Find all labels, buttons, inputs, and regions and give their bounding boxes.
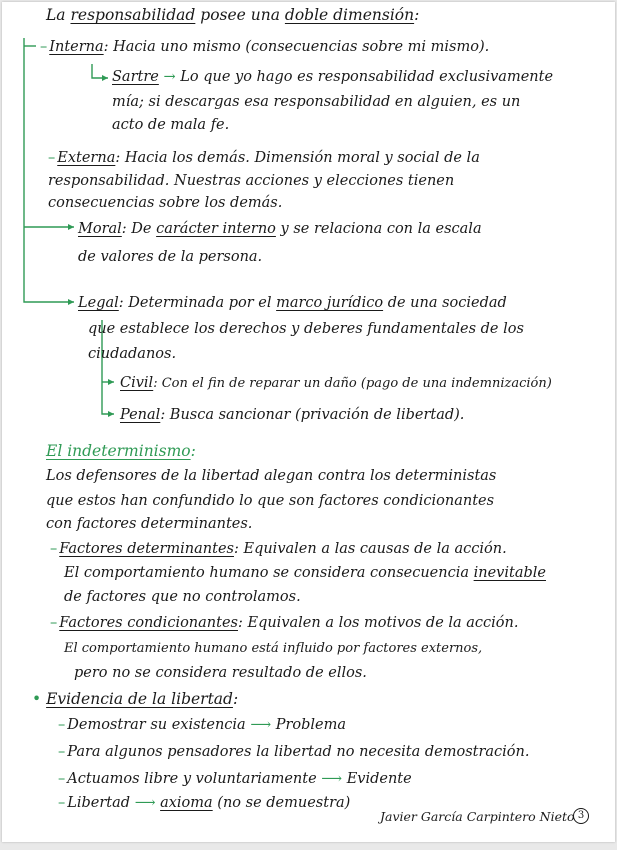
moral-line-2: de valores de la persona. xyxy=(78,249,263,265)
moral-text-b: y se relaciona con la escala xyxy=(280,221,482,237)
legal-line-3: ciudadanos. xyxy=(88,346,177,362)
indeterminismo-line-1: Los defensores de la libertad alegan contra los deterministas xyxy=(46,468,497,484)
sartre-line-1 xyxy=(112,68,553,86)
civil-line xyxy=(120,374,552,393)
indeterminismo-line-2: que estos han confundido lo que son factores condicionantes xyxy=(46,493,495,509)
bullet-dash: – xyxy=(50,615,58,631)
externa-line-2: responsabilidad. Nuestras acciones y elecciones tienen xyxy=(48,173,455,189)
determinantes-underlined: inevitable xyxy=(473,565,546,581)
determinantes-text-2: El comportamiento humano se considera consecuencia xyxy=(64,565,470,581)
determinantes-line-2 xyxy=(64,564,546,582)
sartre-term: Sartre xyxy=(112,69,159,85)
evidencia-item-4-underlined: axioma xyxy=(160,795,213,811)
moral-text-a: : De xyxy=(121,221,152,237)
bullet-dash: – xyxy=(58,717,66,733)
bullet-dash: – xyxy=(48,150,56,166)
penal-line xyxy=(120,406,464,424)
page-title xyxy=(46,6,419,24)
evidencia-item-3 xyxy=(58,770,412,788)
title-lead: La xyxy=(46,6,66,24)
interna-line xyxy=(40,38,489,56)
legal-line-2: que establece los derechos y deberes fundamentales de los xyxy=(88,321,524,337)
legal-text-b: de una sociedad xyxy=(387,295,507,311)
externa-line-1 xyxy=(48,149,480,167)
arrow-right-icon: → xyxy=(163,69,176,85)
bullet-dash: – xyxy=(58,771,66,787)
arrow-right-icon: ⟶ xyxy=(250,717,272,733)
determinantes-term: Factores determinantes xyxy=(59,541,234,557)
civil-text: : Con el fin de reparar un daño (pago de una indemnización) xyxy=(153,376,552,391)
bullet-dot-icon: • xyxy=(32,690,42,708)
externa-line-3: consecuencias sobre los demás. xyxy=(48,195,283,211)
title-underlined: responsabilidad xyxy=(70,6,196,24)
moral-line-1 xyxy=(78,220,482,238)
determinantes-text-1: : Equivalen a las causas de la acción. xyxy=(233,541,507,557)
indeterminismo-heading-text: El indeterminismo xyxy=(46,442,191,460)
evidencia-item-1-a: Demostrar su existencia xyxy=(67,717,246,733)
evidencia-item-4-b: (no se demuestra) xyxy=(217,795,351,811)
bullet-dash: – xyxy=(58,795,66,811)
civil-term: Civil xyxy=(120,375,154,391)
title-underlined-2: doble dimensión xyxy=(284,6,415,24)
evidencia-item-4-a: Libertad xyxy=(67,795,131,811)
sartre-line-3: acto de mala fe. xyxy=(112,117,230,133)
sartre-line-2: mía; si descargas esa responsabilidad en alguien, es un xyxy=(112,94,521,110)
penal-term: Penal xyxy=(120,407,161,423)
moral-underlined: carácter interno xyxy=(156,221,276,237)
evidencia-heading xyxy=(32,690,238,708)
legal-term: Legal xyxy=(78,295,119,311)
condicionantes-term: Factores condicionantes xyxy=(59,615,238,631)
bullet-dash: – xyxy=(50,541,58,557)
evidencia-heading-text: Evidencia de la libertad xyxy=(46,690,233,708)
penal-text: : Busca sancionar (privación de libertad). xyxy=(160,407,465,423)
author-signature: Javier García Carpintero Nieto xyxy=(380,809,575,824)
page-number: 3 xyxy=(573,808,589,824)
moral-term: Moral xyxy=(78,221,122,237)
interna-term: Interna xyxy=(49,39,104,55)
interna-definition: : Hacia uno mismo (consecuencias sobre mi mismo). xyxy=(103,39,490,55)
evidencia-item-2 xyxy=(58,743,529,761)
determinantes-line-3: de factores que no controlamos. xyxy=(64,589,301,605)
externa-text-1: : Hacia los demás. Dimensión moral y social de la xyxy=(115,150,480,166)
evidencia-item-4 xyxy=(58,794,350,812)
bullet-dash: – xyxy=(58,744,66,760)
bullet-dash: – xyxy=(40,39,48,55)
evidencia-item-2-text: Para algunos pensadores la libertad no necesita demostración. xyxy=(67,744,530,760)
arrow-right-icon: ⟶ xyxy=(321,771,343,787)
evidencia-heading-end: : xyxy=(232,690,239,708)
arrow-right-icon: ⟶ xyxy=(134,795,156,811)
indeterminismo-line-3: con factores determinantes. xyxy=(46,516,253,532)
legal-line-1 xyxy=(78,294,507,312)
condicionantes-line-3: pero no se considera resultado de ellos. xyxy=(74,665,367,681)
title-middle: posee una xyxy=(200,6,280,24)
determinantes-line-1 xyxy=(50,540,507,558)
evidencia-item-1 xyxy=(58,716,346,734)
title-end: : xyxy=(414,6,420,24)
condicionantes-text-1: : Equivalen a los motivos de la acción. xyxy=(237,615,519,631)
sartre-text-1: Lo que yo hago es responsabilidad exclusivamente xyxy=(180,69,554,85)
indeterminismo-heading-end: : xyxy=(190,442,196,460)
evidencia-item-3-a: Actuamos libre y voluntariamente xyxy=(67,771,317,787)
indeterminismo-heading xyxy=(46,442,196,460)
notebook-page xyxy=(2,2,615,842)
externa-term: Externa xyxy=(57,150,116,166)
condicionantes-line-1 xyxy=(50,614,518,632)
legal-underlined: marco jurídico xyxy=(276,295,384,311)
condicionantes-line-2: El comportamiento humano está influido por factores externos, xyxy=(64,641,483,656)
evidencia-item-1-b: Problema xyxy=(275,717,347,733)
legal-text-a: : Determinada por el xyxy=(118,295,272,311)
evidencia-item-3-b: Evidente xyxy=(346,771,412,787)
